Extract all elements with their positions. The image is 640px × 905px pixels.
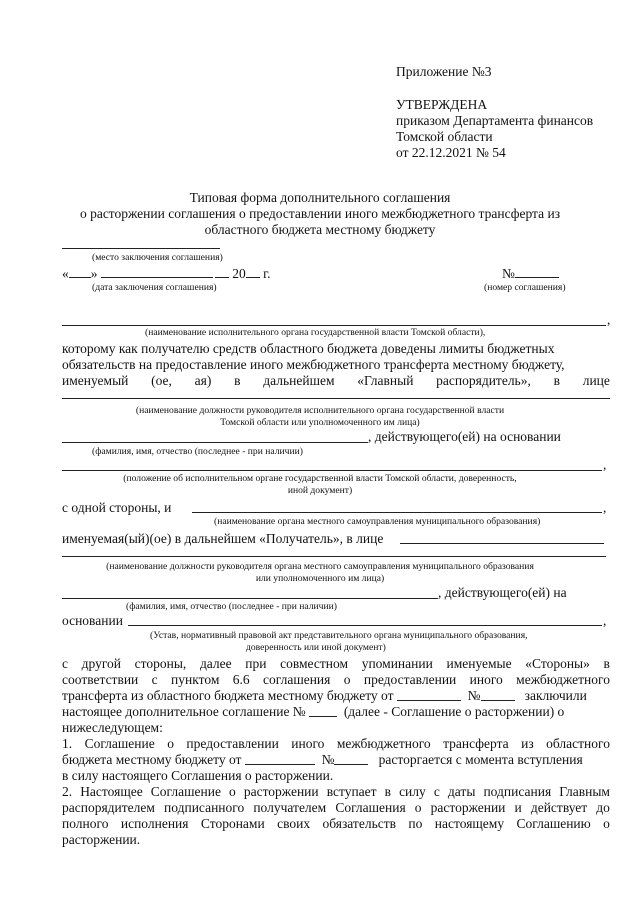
word: стороны, (134, 656, 187, 671)
comma-4: , (603, 613, 607, 628)
word: предоставлении (363, 672, 457, 687)
regulation-line[interactable] (62, 470, 602, 471)
caption-head-position-2: Томской области или уполномоченного им лица) (220, 417, 420, 428)
word: с (62, 656, 68, 671)
para2-line-5: нижеследующем: (62, 720, 163, 735)
word: до (596, 800, 610, 815)
municipal-head-line[interactable] (62, 556, 606, 557)
year-field[interactable] (246, 265, 260, 278)
executive-body-line[interactable] (62, 325, 606, 326)
number-sign: № (502, 266, 515, 281)
word: Соглашения (335, 800, 406, 815)
text: трансферта из областного бюджета местному бюджету от (62, 688, 394, 703)
text: бюджета местному бюджету от (62, 752, 242, 767)
para2-line-4 (62, 704, 610, 720)
word: «Стороны» (525, 656, 590, 671)
caption-executive: (наименование исполнительного органа государственной власти Томской области), (145, 327, 486, 338)
order-line-3: от 22.12.2021 № 54 (396, 145, 506, 160)
para2-line-1 (62, 656, 610, 672)
additional-agreement-number-field[interactable] (309, 704, 337, 717)
year-prefix: 20 (232, 266, 246, 281)
text: расторгается с момента вступления (378, 752, 583, 767)
word: вступает (326, 784, 377, 799)
para1-line-1: которому как получателю средств областного бюджета доведены лимиты бюджетных (62, 341, 555, 356)
item1-line-1 (62, 736, 610, 752)
item2 (62, 784, 610, 848)
word: 2. (62, 784, 73, 799)
number-sign: № (467, 688, 481, 703)
text: (далее - Соглашение о расторжении) о (343, 704, 565, 719)
head-position-line[interactable] (62, 398, 610, 399)
word: трансферта (443, 736, 509, 751)
word: своих (277, 816, 311, 831)
para1 (62, 341, 610, 389)
word: иного (291, 736, 325, 751)
caption-regulation-1: (положение об исполнительном органе государственной власти Томской области, доверенность, (123, 473, 517, 484)
word: в (553, 373, 560, 388)
fio-line-2[interactable] (62, 598, 438, 599)
word: расторжении (430, 800, 506, 815)
word: Главным (559, 784, 610, 799)
one-side-text: с одной стороны, и (62, 500, 172, 515)
fio-line-1[interactable] (62, 442, 368, 443)
date-caption: (дата заключения соглашения) (92, 282, 217, 293)
comma-1: , (607, 312, 611, 327)
word: подписания (483, 784, 552, 799)
word: другой (81, 656, 122, 671)
text: заключили (524, 688, 587, 703)
order-line-1: приказом Департамента финансов (396, 113, 594, 128)
approved-label: УТВЕРЖДЕНА (396, 97, 488, 112)
word: «Главный (357, 373, 414, 388)
word: 1. (62, 736, 73, 751)
item1-line-3: в силу настоящего Соглашения о расторжении. (62, 768, 334, 783)
caption-head-position-1: (наименование должности руководителя исполнительного органа государственной власти (135, 405, 505, 416)
year-suffix: г. (263, 266, 271, 281)
open-quote: « (62, 266, 69, 281)
acting-on-text: , действующего(ей) на (438, 585, 567, 600)
word: расторжении (243, 784, 319, 799)
caption-charter-2: доверенность или иной документ) (246, 642, 386, 653)
para1-line-2: обязательств на предоставление иного межбюджетного трансферта местному бюджету, (62, 357, 565, 372)
caption-municipal-head-1: (наименование должности руководителя органа местного самоуправления муниципального образования (106, 561, 534, 572)
title-line-1: Типовая форма дополнительного соглашения (189, 190, 451, 205)
word: областного (546, 736, 610, 751)
word: Настоящее (80, 784, 143, 799)
word: именуемый (62, 373, 129, 388)
word: предоставлении (186, 736, 279, 751)
item1-line-2 (62, 752, 610, 768)
word: дальнейшем (263, 373, 335, 388)
word: распорядитель», (436, 373, 531, 388)
word: и (514, 800, 522, 815)
close-quote: » (90, 266, 98, 281)
place-caption: (место заключения соглашения) (92, 252, 223, 263)
item2-line-1 (62, 784, 610, 800)
caption-fio-1: (фамилия, имя, отчество (последнее - при наличии) (92, 446, 303, 457)
word: даты (447, 784, 476, 799)
number-caption: (номер соглашения) (484, 282, 566, 293)
comma-2: , (603, 457, 607, 472)
word: о (167, 736, 174, 751)
word: межбюджетного (336, 736, 431, 751)
word: далее (199, 656, 232, 671)
source-agreement-date-field[interactable] (397, 688, 461, 701)
word: из (521, 736, 534, 751)
caption-municipal: (наименование органа местного самоуправления муниципального образования) (214, 516, 541, 527)
word: именуемые (446, 656, 512, 671)
word: о (414, 800, 422, 815)
para2-line-2 (62, 672, 610, 688)
word: о (603, 816, 610, 831)
word: совместном (280, 656, 349, 671)
termination-number-field[interactable] (334, 752, 368, 765)
order-line-2: Томской области (396, 129, 493, 144)
word: ая) (194, 373, 212, 388)
day-field[interactable] (69, 265, 91, 278)
charter-line[interactable] (128, 625, 602, 626)
word: Сторонами (200, 816, 265, 831)
month-field[interactable] (101, 265, 213, 278)
word: (ое, (151, 373, 172, 388)
word: полного (62, 816, 109, 831)
word: Соглашение (84, 736, 155, 751)
word: 6.6 (232, 672, 250, 687)
word: по (408, 816, 423, 831)
agreement-number-field[interactable] (515, 265, 559, 278)
word: исполнения (120, 816, 189, 831)
word: Соглашению (516, 816, 591, 831)
place-line (62, 248, 220, 249)
caption-fio-2: (фамилия, имя, отчество (последнее - при наличии) (126, 601, 337, 612)
word: получателем (253, 800, 327, 815)
word: подписанного (164, 800, 245, 815)
municipal-body-line[interactable] (192, 512, 602, 513)
para2-line-3 (62, 688, 610, 704)
month-field-tail[interactable] (215, 265, 229, 278)
agreement-number (502, 265, 559, 282)
caption-charter-1: (Устав, нормативный правовой акт представительного органа муниципального образования, (150, 630, 528, 641)
word: в (234, 373, 241, 388)
word: о (343, 672, 351, 687)
acting-basis-text: , действующего(ей) на основании (368, 429, 561, 444)
basis-word: основании (62, 613, 123, 628)
source-agreement-number-field[interactable] (481, 688, 515, 701)
word: в (384, 784, 391, 799)
termination-date-field[interactable] (245, 752, 315, 765)
word: Соглашение (150, 784, 221, 799)
number-sign: № (321, 752, 335, 767)
word: настоящему (434, 816, 505, 831)
word: пунктом (171, 672, 220, 687)
word: действует (530, 800, 588, 815)
word: в (603, 656, 610, 671)
word: распорядителем (62, 800, 155, 815)
title-line-3: областного бюджета местному бюджету (204, 222, 436, 237)
caption-regulation-2: иной документ) (287, 485, 353, 496)
word: с (433, 784, 440, 799)
word: о (229, 784, 236, 799)
item2-line-3 (62, 816, 610, 832)
word: силу (399, 784, 426, 799)
word: с (151, 672, 158, 687)
date-row (62, 265, 271, 282)
appendix-label: Приложение №3 (396, 64, 492, 79)
caption-municipal-head-2: или уполномоченного им лица) (255, 573, 385, 584)
item1 (62, 736, 610, 784)
word: обязательств (322, 816, 396, 831)
para2 (62, 656, 610, 736)
para1-line-3 (62, 373, 610, 389)
word: лице (582, 373, 610, 388)
recipient-line[interactable] (400, 543, 604, 544)
item2-line-2 (62, 800, 610, 816)
comma-3: , (603, 500, 607, 515)
recipient-named-text: именуемая(ый)(ое) в дальнейшем «Получатель», в лице (62, 531, 384, 546)
word: иного (469, 672, 503, 687)
word: соглашения (263, 672, 331, 687)
word: соответствии (62, 672, 139, 687)
title-line-2: о расторжении соглашения о предоставлении иного межбюджетного трансферта из (79, 206, 561, 221)
item2-line-4: расторжении. (62, 832, 141, 847)
word: упоминании (361, 656, 433, 671)
word: при (245, 656, 267, 671)
text: настоящее дополнительное соглашение № (62, 704, 306, 719)
word: межбюджетного (516, 672, 610, 687)
